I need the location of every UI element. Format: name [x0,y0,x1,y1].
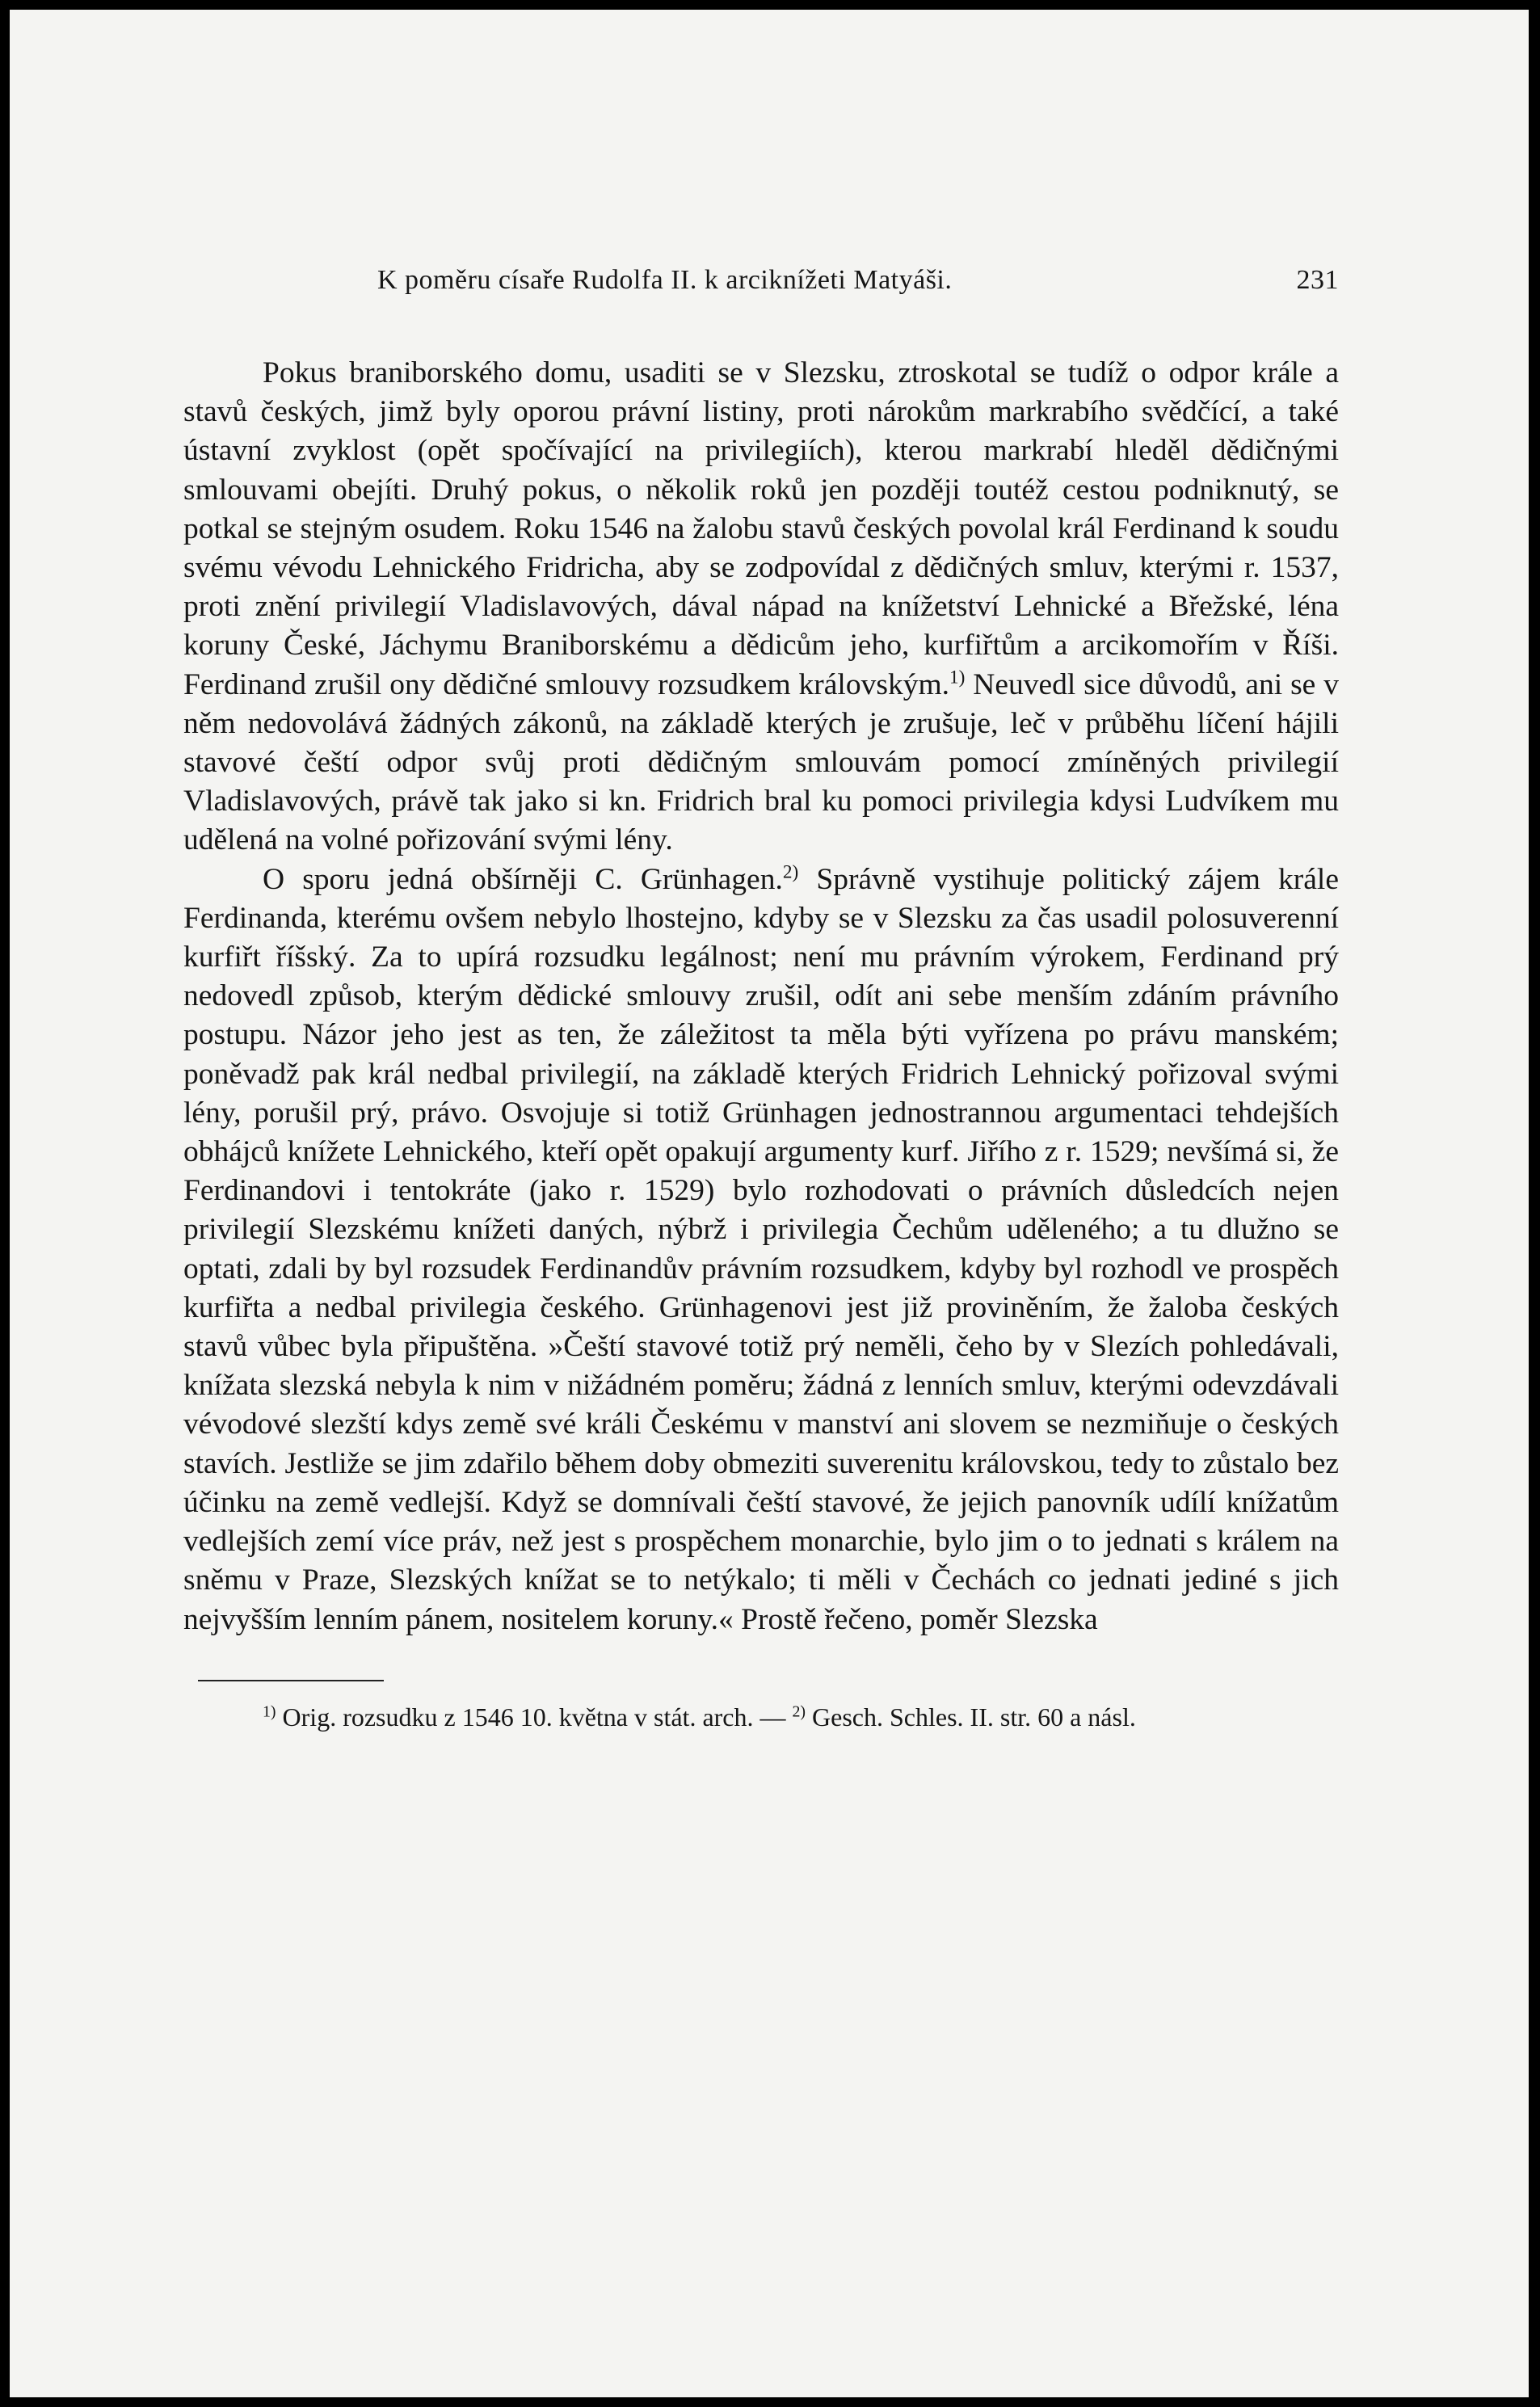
book-page [10,10,1529,2397]
paragraph-1-part-b: Neuvedl sice důvodů, ani se v něm nedovolává žádných zákonů, na základě kterých je zrušuje, leč v průběhu líčení hájili stavové čeští odpor svůj proti dědičným smlouvám pomocí zmíněných privilegií Vladislavových, právě tak jako si kn. Fridrich bral ku pomoci privilegia kdysi Ludvíkem mu udělená na volné pořizování svými lény. [183,667,1340,857]
footnote-1-mark: 1) [263,1702,276,1721]
footnotes [183,1699,1339,1735]
page-content [183,265,1339,1735]
paragraph-2-part-b: Správně vystihuje politický zájem krále Ferdinanda, kterému ovšem nebylo lhostejno, kdyby se v Slezsku za čas usadil polosuverenní kurfiřt říšský. Za to upírá rozsudku legálnost; není mu právním výrokem, Ferdinand prý nedovedl způsob, kterým dědické smlouvy zrušil, odít ani sebe menším zdáním právního postupu. Názor jeho jest as ten, že záležitost ta měla býti vyřízena po právu manském; poněvadž pak král nedbal privilegií, na základě kterých Fridrich Lehnický pořizoval svými lény, porušil prý, právo. Osvojuje si totiž Grünhagen jednostrannou argumentaci tehdejších obhájců knížete Lehnického, kteří opět opakují argumenty kurf. Jiřího z r. 1529; nevšímá si, že Ferdinandovi i tentokráte (jako r. 1529) bylo rozhodovati o právních důsledcích nejen privilegií Slezskému knížeti daných, nýbrž i privilegia Čechům uděleného; a tu dlužno se optati, zdali by byl rozsudek Ferdinandův právním rozsudkem, kdyby byl rozhodl ve prospěch kurfiřta a nedbal privilegia českého. Grünhagenovi jest již proviněním, že žaloba českých stavů vůbec byla připuštěna. »Čeští stavové totiž prý neměli, čeho by v Slezích pohledávali, knížata slezská nebyla k nim v nižádném poměru; žádná z lenních smluv, kterými odevzdávali vévodové slezští kdys země své králi Českému v manství ani slovem se nezmiňuje o českých stavích. Jestliže se jim zdařilo během doby obmeziti suverenitu královskou, tedy to zůstalo bez účinku na země vedlejší. Když se domnívali čeští stavové, že jejich panovník udílí knížatům vedlejších zemí více práv, než jest s prospěchem monarchie, bylo jim o to jednati s králem na sněmu v Praze, Slezských knížat se to netýkalo; ti měli v Čechách co jednati jediné s jich nejvyšším lenním pánem, nositelem koruny.« Prostě řečeno, poměr Slezska [183,862,1339,1636]
body-text [183,354,1339,1639]
paragraph-2 [183,861,1339,1639]
footnote-ref-1: 1) [949,667,966,688]
page-number: 231 [1296,265,1339,295]
footnote-2-text: Gesch. Schles. II. str. 60 a násl. [806,1702,1136,1732]
paragraph-1-part-a: Pokus braniborského domu, usaditi se v Slezsku, ztroskotal se tudíž o odpor krále a stavů českých, jimž byly oporou právní listiny, proti nárokům markrabího svědčící, a také ústavní zvyklost (opět spočívající na privilegiích), kterou markrabí hleděl dědičnými smlouvami obejíti. Druhý pokus, o několik roků jen později toutéž cestou podniknutý, se potkal se stejným osudem. Roku 1546 na žalobu stavů českých povolal král Ferdinand k soudu svému vévodu Lehnického Fridricha, aby se zodpovídal z dědičných smluv, kterými r. 1537, proti znění privilegií Vladislavových, dával nápad na knížetství Lehnické a Břežské, léna koruny České, Jáchymu Braniborskému a dědicům jeho, kurfiřtům a arcikomořím v Říši. Ferdinand zrušil ony dědičné smlouvy rozsudkem královským. [183,356,1339,701]
running-title: K poměru císaře Rudolfa II. k arciknížeti Matyáši. [377,265,953,295]
footnote-ref-2: 2) [782,861,799,883]
paragraph-1 [183,354,1339,861]
running-header [183,265,1339,313]
footnote-1-text: Orig. rozsudku z 1546 10. května v stát. arch. — [276,1702,793,1732]
paragraph-2-part-a: O sporu jedná obšírněji C. Grünhagen. [263,862,783,896]
footnote-2-mark: 2) [792,1702,806,1721]
footnote-divider [198,1680,384,1681]
